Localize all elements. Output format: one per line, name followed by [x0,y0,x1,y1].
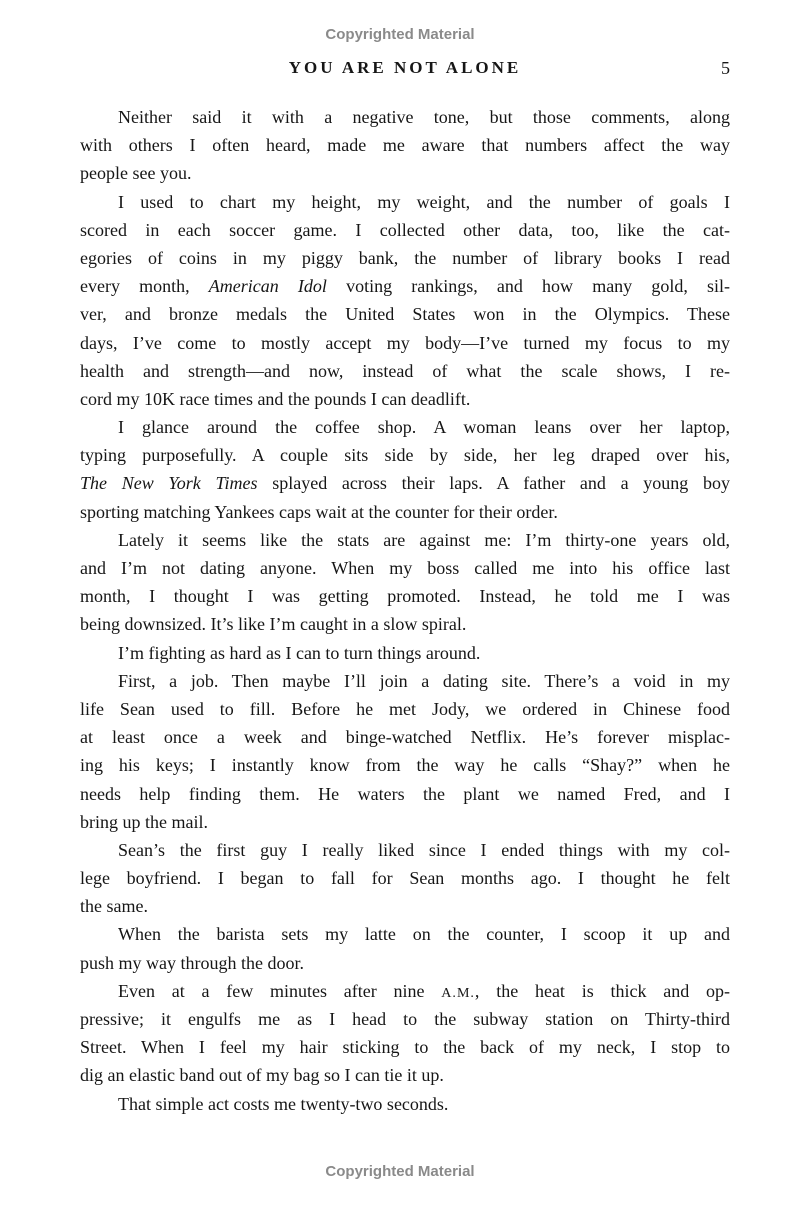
text-run: Street. When I feel my hair sticking to the back of my neck, I stop to [80,1037,730,1058]
text-run: typing purposefully. A couple sits side by side, her leg draped over his, [80,445,730,466]
paragraph [80,103,730,188]
text-run: I’m fighting as hard as I can to turn things around. [118,642,481,663]
running-title: YOU ARE NOT ALONE [288,58,522,77]
page-number: 5 [721,58,730,78]
text-line [80,526,730,554]
text-line [80,554,730,582]
text-run: bring up the mail. [80,811,208,832]
text-line [80,1061,730,1089]
text-run: month, I thought I was getting promoted. Instead, he told me I was [80,586,730,607]
text-run: sporting matching Yankees caps wait at the counter for their order. [80,501,558,522]
text-line [80,808,730,836]
smallcaps-text-run: A.M. [441,984,475,1001]
text-run: Sean’s the first guy I really liked since I ended things with my col- [118,839,730,860]
text-line [80,103,730,131]
text-line [80,892,730,920]
paragraph [80,526,730,639]
text-line [80,780,730,808]
text-run: Lately it seems like the stats are against me: I’m thirty-one years old, [118,529,730,550]
text-run: egories of coins in my piggy bank, the number of library books I read [80,247,730,268]
text-line [80,1005,730,1033]
text-run: cord my 10K race times and the pounds I can deadlift. [80,388,471,409]
text-line [80,639,730,667]
paragraph [80,413,730,526]
text-run: dig an elastic band out of my bag so I can tie it up. [80,1065,444,1086]
text-run: voting rankings, and how many gold, sil- [326,276,730,297]
text-line [80,329,730,357]
text-line [80,1033,730,1061]
text-line [80,1090,730,1118]
text-run: splayed across their laps. A father and a young boy [257,473,730,494]
text-run: and I’m not dating anyone. When my boss called me into his office last [80,558,730,578]
text-run: push my way through the door. [80,952,304,973]
text-line [80,695,730,723]
text-run: Even at a few minutes after nine [118,980,442,1001]
text-run: at least once a week and binge-watched Netflix. He’s forever misplac- [80,727,730,748]
text-line [80,610,730,638]
text-line [80,920,730,948]
text-line [80,977,730,1005]
page-header [80,58,730,82]
text-run: ing his keys; I instantly know from the way he calls “Shay?” when he [80,755,730,776]
text-line [80,836,730,864]
text-run: That simple act costs me twenty-two seconds. [118,1093,449,1114]
text-line [80,751,730,779]
text-line [80,244,730,272]
paragraph [80,1090,730,1118]
paragraph [80,836,730,921]
text-run: ver, and bronze medals the United States won in the Olympics. These [80,304,730,325]
text-run: lege boyfriend. I began to fall for Sean months ago. I thought he felt [80,868,730,889]
text-run: needs help finding them. He waters the plant we named Fred, and I [80,783,730,804]
text-line [80,723,730,751]
paragraph [80,977,730,1090]
paragraph [80,639,730,667]
paragraph [80,920,730,976]
text-run: I glance around the coffee shop. A woman leans over her laptop, [118,417,730,438]
text-run: pressive; it engulfs me as I head to the subway station on Thirty-third [80,1009,730,1029]
text-line [80,159,730,187]
text-line [80,413,730,441]
paragraph [80,667,730,836]
text-line [80,667,730,695]
text-run: When the barista sets my latte on the counter, I scoop it up and [118,924,730,945]
text-run: Neither said it with a negative tone, but those comments, along [118,107,730,127]
text-run: with others I often heard, made me aware that numbers affect the way [80,135,730,156]
text-line [80,385,730,413]
text-line [80,272,730,300]
text-run: First, a job. Then maybe I’ll join a dating site. There’s a void in my [118,670,730,691]
text-line [80,441,730,469]
paragraph [80,188,730,414]
text-run: being downsized. It’s like I’m caught in a slow spiral. [80,614,467,635]
copyright-notice-top: Copyrighted Material [325,26,475,43]
text-run: life Sean used to fill. Before he met Jody, we ordered in Chinese food [80,698,730,719]
italic-text-run: The New York Times [80,473,258,494]
copyright-notice-bottom: Copyrighted Material [325,1163,475,1180]
text-line [80,498,730,526]
text-line [80,582,730,610]
text-line [80,188,730,216]
italic-text-run: American Idol [208,276,327,297]
text-run: every month, [80,276,209,297]
text-line [80,469,730,497]
text-run: scored in each soccer game. I collected other data, too, like the cat- [80,219,730,240]
text-run: people see you. [80,163,192,184]
page-body [80,103,730,1118]
text-run: health and strength—and now, instead of what the scale shows, I re- [80,360,730,381]
text-line [80,300,730,328]
text-run: I used to chart my height, my weight, and the number of goals I [118,191,730,212]
text-line [80,949,730,977]
text-line [80,216,730,244]
text-run: days, I’ve come to mostly accept my body—I’ve turned my focus to my [80,332,730,353]
text-line [80,357,730,385]
text-line [80,131,730,159]
text-run: the same. [80,896,148,917]
text-run: , the heat is thick and op- [474,980,730,1001]
text-line [80,864,730,892]
